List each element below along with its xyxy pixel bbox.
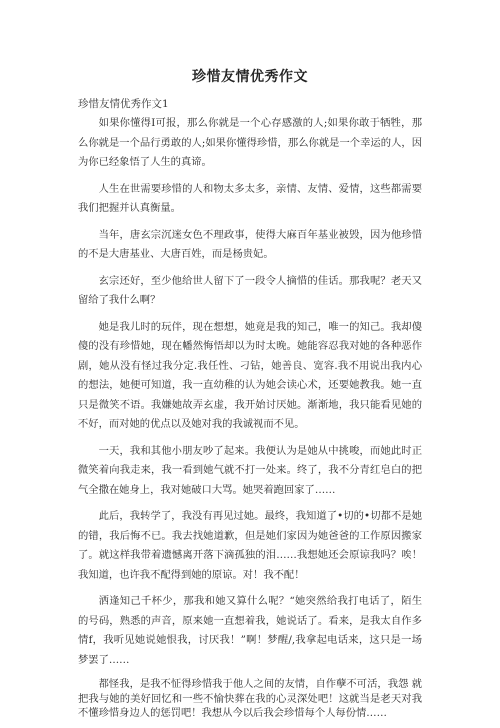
paragraph: 她是我儿时的玩伴，现在想想，她竟是我的知己，唯一的知己。我却傻傻的没有珍惜她，现在幡然悔悟却以为时太晚。她能容忍我对她的各种恶作剧，她从没有怪过我分定.我任性、刁钻，她善良、宽容.我不用说出我内心的想法，她便可知道，我一直幼稚的认为她会读心术，还要她教我。她一直只是微笑不语。我嫌她故弄玄虚，我开始讨厌她。渐渐地，我只能看见她的不好，而对她的优点以及她对我的我诚视而不见。 bbox=[78, 320, 422, 430]
paragraph: 人生在世需要珍惜的人和物太多太多，亲情、友情、爱情，这些都需要我们把握并认真衡量。 bbox=[78, 182, 422, 214]
paragraph: 洒逢知己千杯少，那我和她又算什么呢？“她突然给我打电话了，陌生的号码，熟悉的声音，原来她一直想着我，她说话了。看来，是我太自作多情f，我听见她说她恨我，讨厌我！”啊！梦醒/,我拿起电话来，这只是一场梦罢了…… bbox=[78, 595, 422, 666]
paragraph: 此后，我转学了，我没有再见过她。最终，我知道了•切的•切都不是她的错，我后悔不已。我去找她道歉，但是她们家因为她爸爸的工作原因搬家了。就这样我带着遗憾离开落下滴孤独的泪……我想她还会原谅我吗？唉！我知道，也许我不配得到她的原谅。对！我不配！ bbox=[78, 510, 422, 581]
paragraph: 如果你懂得Ⅰ可报，那么你就是一个心存感激的人;如果你敢于牺牲，那么你就是一个品行勇敢的人;如果你懂得珍惜，那么你就是一个幸运的人，因为你已经象悟了人生的真谛。 bbox=[78, 117, 422, 168]
document-title: 珍惜友情优秀作文 bbox=[192, 69, 308, 85]
paragraph: 一天，我和其他小朋友吵了起来。我便认为是她从中挑唆，而她此时正微笑着向我走来，我一看到她气就不打一处来。终了，我不分青红皂白的把气全撒在她身上，我对她破口大骂。她哭着跑回家了…… bbox=[78, 444, 422, 496]
document-subtitle: 珍惜友情优秀作文1 bbox=[78, 98, 169, 110]
document-body bbox=[78, 114, 422, 728]
paragraph: 当年，唐玄宗沉迷女色不理政事，使得大麻百年基业被毁，因为他珍惜的不是大唐基业、大唐百姓，而是杨贵妃。 bbox=[78, 228, 422, 260]
paragraph: 玄宗还好，至少他给世人留下了一段令人摘惜的佳话。那我呢？老天又留给了我什么啊？ bbox=[78, 274, 422, 306]
paragraph: 都怪我，是我不怔得珍惜我于他人之间的友情，自作孽不可活，我怨 就把我与她的美好回忆和一些不愉快葬在我的心灵深处吧！这就当是老天对我不懂珍惜身边人的惩罚吧！我想从今以后我会珍惜每个人每份情…… bbox=[78, 678, 422, 719]
